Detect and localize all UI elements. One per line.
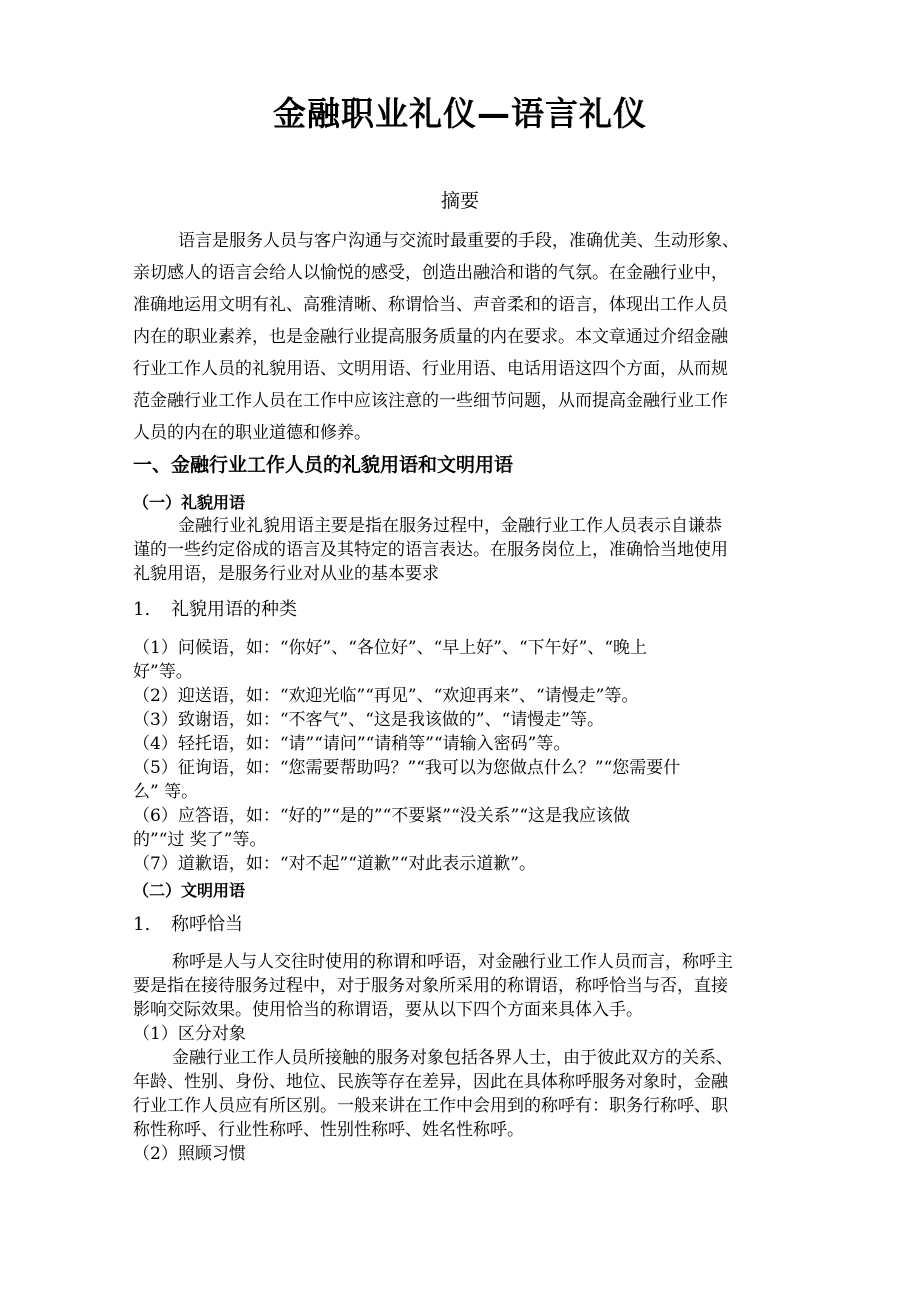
numbered-heading [133,910,243,936]
item-label: 礼貌用语的种类 [171,599,297,620]
list-line: （6）应答语，如：“好的”“是的”“不要紧”“没关系”“这是我应该做 [133,806,631,826]
document-title: 金融职业礼仪—语言礼仪 [273,94,647,133]
paragraph-line: 年龄、性别、身份、地位、民族等存在差异，因此在具体称呼服务对象时，金融 [133,1072,728,1092]
item-number: 1. [133,599,151,620]
abstract-line: 行业工作人员的礼貌用语、文明用语、行业用语、电话用语这四个方面，从而规 [133,359,728,379]
subsection-heading: （一）礼貌用语 [133,493,246,512]
item-label: 称呼恰当 [171,914,243,935]
numbered-heading [133,595,297,621]
abstract-line: 亲切感人的语言会给人以愉悦的感受，创造出融洽和谐的气氛。在金融行业中， [133,263,728,283]
paragraph-line: 称呼是人与人交往时使用的称谓和呼语，对金融行业工作人员而言，称呼主 [172,952,733,972]
abstract-line: 语言是服务人员与客户沟通与交流时最重要的手段，准确优美、生动形象、 [178,231,739,251]
paragraph-line: 金融行业礼貌用语主要是指在服务过程中，金融行业工作人员表示自谦恭 [178,516,722,536]
section-heading: 一、金融行业工作人员的礼貌用语和文明用语 [133,454,514,476]
list-line: （1）问候语，如：“你好”、“各位好”、“早上好”、“下午好”、“晚上 [133,638,648,658]
abstract-line: 范金融行业工作人员在工作中应该注意的一些细节问题，从而提高金融行业工作 [133,391,728,411]
abstract-line: 内在的职业素养，也是金融行业提高服务质量的内在要求。本文章通过介绍金融 [133,327,728,347]
list-line: （3）致谢语，如：“不客气”、“这是我该做的”、“请慢走”等。 [133,710,604,730]
abstract-line: 准确地运用文明有礼、高雅清晰、称谓恰当、声音柔和的语言，体现出工作人员 [133,295,728,315]
abstract-line: 人员的内在的职业道德和修养。 [133,423,371,443]
subsection-heading: （二）文明用语 [133,881,246,900]
list-line: 好”等。 [133,662,193,682]
paragraph-line: 谨的一些约定俗成的语言及其特定的语言表达。在服务岗位上，准确恰当地使用 [133,540,728,560]
list-line: （4）轻托语，如：“请”“请问”“请稍等”“请输入密码”等。 [133,734,571,754]
list-line: （7）道歉语，如：“对不起”“道歉”“对此表示道歉”。 [133,854,536,874]
point-heading: （1）区分对象 [133,1024,246,1044]
list-line: 的”“过 奖了”等。 [133,830,267,850]
paragraph-line: 行业工作人员应有所区别。一般来讲在工作中会用到的称呼有：职务行称呼、职 [133,1096,728,1116]
point-heading: （2）照顾习惯 [133,1144,246,1164]
paragraph-line: 礼貌用语，是服务行业对从业的基本要求 [133,564,439,584]
list-line: 么” 等。 [133,782,199,802]
list-line: （2）迎送语，如：“欢迎光临”“再见”、“欢迎再来”、“请慢走”等。 [133,686,639,706]
paragraph-line: 称性称呼、行业性称呼、性别性称呼、姓名性称呼。 [133,1120,524,1140]
item-number: 1. [133,914,151,935]
paragraph-line: 要是指在接待服务过程中，对于服务对象所采用的称谓语，称呼恰当与否，直接 [133,976,728,996]
paragraph-line: 影响交际效果。使用恰当的称谓语，要从以下四个方面来具体入手。 [133,1000,643,1020]
abstract-heading: 摘要 [440,190,479,212]
list-line: （5）征询语，如：“您需要帮助吗？”“我可以为您做点什么？”“您需要什 [133,758,681,778]
paragraph-line: 金融行业工作人员所接触的服务对象包括各界人士，由于彼此双方的关系、 [172,1048,733,1068]
